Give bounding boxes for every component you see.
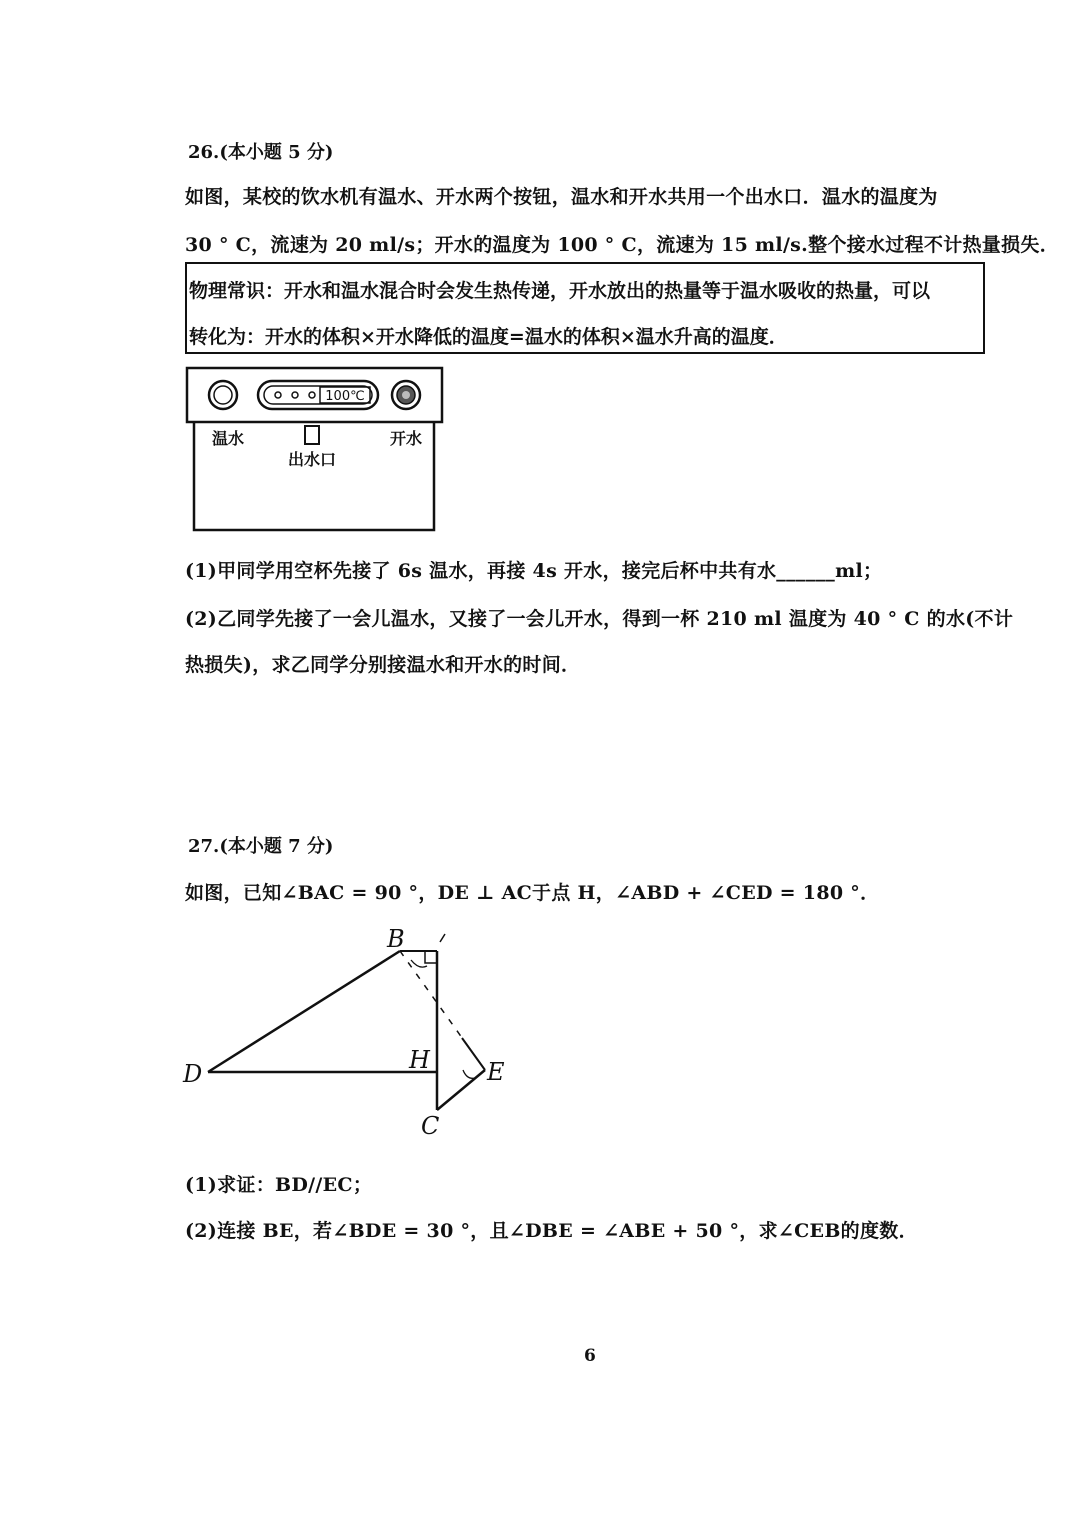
q26-stem-line2: 30 ° C，流速为 20 ml/s；开水的温度为 100 ° C，流速为 15 ml/s.整个接水过程不计热量损失． — [185, 234, 1059, 256]
boiling-water-label: 开水 — [390, 429, 423, 448]
point-h-label: H — [409, 1046, 430, 1074]
warm-water-button-icon — [209, 381, 237, 409]
geometry-figure — [175, 920, 535, 1145]
physics-note-box — [185, 262, 985, 354]
warm-water-label: 温水 — [212, 429, 245, 448]
q27-part1: (1)求证：BD//EC； — [185, 1174, 373, 1196]
q26-part2-line2: 热损失)，求乙同学分别接温水和开水的时间． — [185, 654, 581, 676]
physics-note-line2: 转化为：开水的体积×开水降低的温度=温水的体积×温水升高的温度． — [189, 326, 788, 348]
point-b-label: B — [387, 925, 405, 953]
point-d-label: D — [183, 1060, 203, 1088]
temperature-display: 100℃ — [325, 389, 365, 404]
q27-title: 27.(本小题 7 分) — [188, 836, 334, 857]
q26-stem-line1: 如图，某校的饮水机有温水、开水两个按钮，温水和开水共用一个出水口．温水的温度为 — [185, 186, 938, 208]
water-dispenser-figure — [180, 364, 450, 536]
outlet-label: 出水口 — [288, 450, 337, 469]
q27-part2: (2)连接 BE，若∠BDE = 30 °，且∠DBE = ∠ABE + 50 °，求∠CEB的度数． — [185, 1220, 918, 1242]
q26-part1: (1)甲同学用空杯先接了 6s 温水，再接 4s 开水，接完后杯中共有水______ml； — [185, 560, 883, 582]
q27-stem-line1: 如图，已知∠BAC = 90 °，DE ⊥ AC于点 H，∠ABD + ∠CED = 180 °． — [185, 882, 880, 904]
physics-note-line1: 物理常识：开水和温水混合时会发生热传递，开水放出的热量等于温水吸收的热量，可以 — [189, 280, 931, 302]
q26-title: 26.(本小题 5 分) — [188, 142, 334, 163]
point-e-label: E — [487, 1058, 505, 1086]
q26-part2-line1: (2)乙同学先接了一会儿温水，又接了一会儿开水，得到一杯 210 ml 温度为 40 ° C 的水(不计 — [185, 608, 1014, 630]
page-number: 6 — [584, 1346, 596, 1366]
point-c-label: C — [421, 1112, 440, 1140]
